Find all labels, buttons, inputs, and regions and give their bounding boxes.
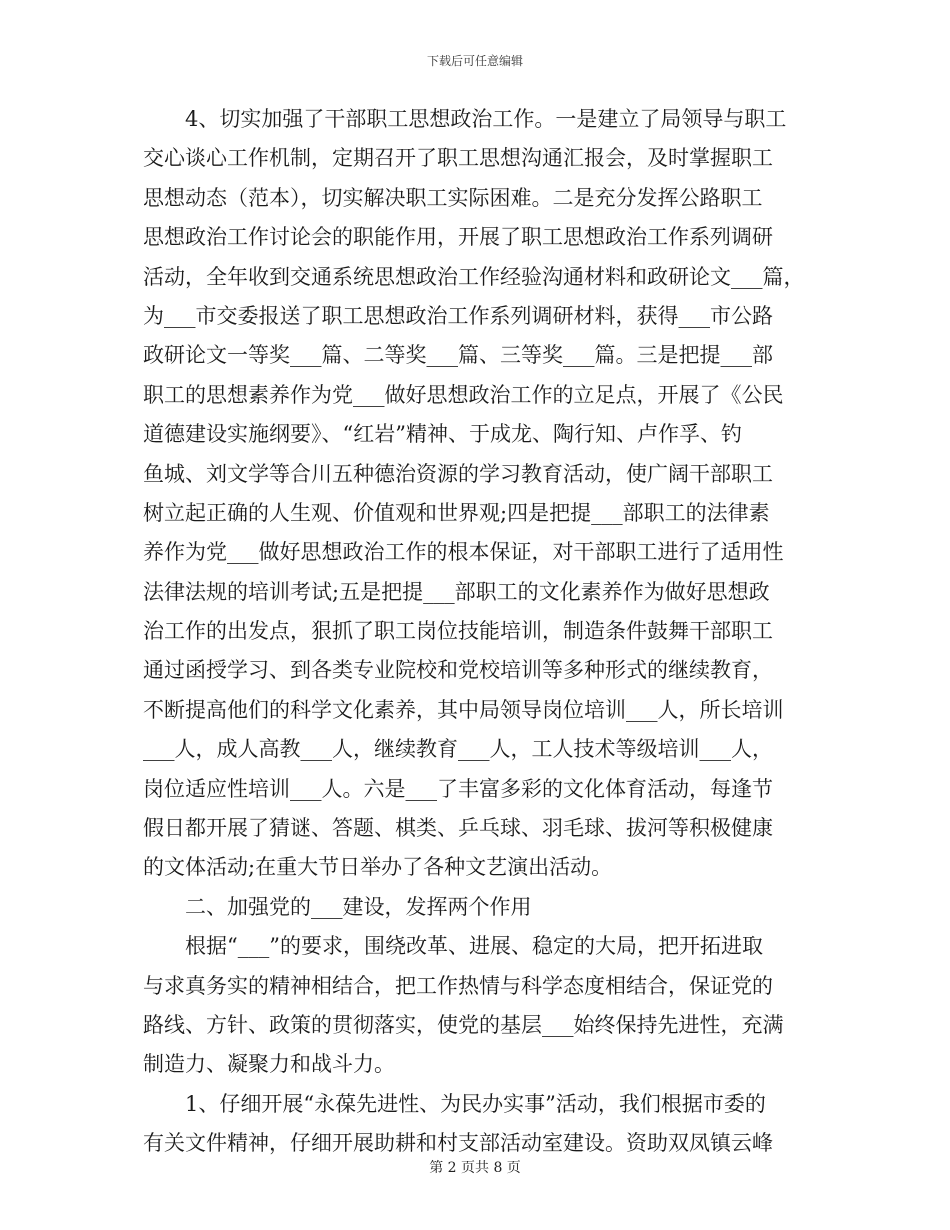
text-line: 不断提高他们的科学文化素养，其中局领导岗位培训___人，所长培训 — [143, 697, 784, 722]
text-line: 4、切实加强了干部职工思想政治工作。一是建立了局领导与职工 — [185, 107, 787, 131]
text-line: 活动，全年收到交通系统思想政治工作经验沟通材料和政研论文___篇， — [143, 264, 805, 289]
text-line: 1、仔细开展“永葆先进性、为民办实事”活动，我们根据市委的 — [185, 1091, 766, 1116]
text-line: 职工的思想素养作为党___做好思想政治工作的立足点，开展了《公民 — [143, 382, 784, 407]
text-line: 法律法规的培训考试;五是把提___部职工的文化素养作为做好思想政 — [143, 579, 770, 604]
text-line: 通过函授学习、到各类专业院校和党校培训等多种形式的继续教育， — [143, 658, 773, 683]
text-line: 交心谈心工作机制，定期召开了职工思想沟通汇报会，及时掌握职工 — [143, 146, 773, 171]
text-line: 岗位适应性培训___人。六是___了丰富多彩的文化体育活动，每逢节 — [143, 776, 773, 801]
text-line: 治工作的出发点，狠抓了职工岗位技能培训，制造条件鼓舞干部职工 — [143, 619, 773, 644]
text-line: 思想政治工作讨论会的职能作用，开展了职工思想政治工作系列调研 — [143, 225, 773, 250]
text-line: 思想动态（范本），切实解决职工实际困难。二是充分发挥公路职工 — [143, 185, 763, 210]
text-line: 路线、方针、政策的贯彻落实，使党的基层___始终保持先进性，充满 — [143, 1012, 784, 1037]
text-line: 树立起正确的人生观、价值观和世界观;四是把提___部职工的法律素 — [143, 500, 770, 525]
text-line: 政研论文一等奖___篇、二等奖___篇、三等奖___篇。三是把提___部 — [143, 343, 773, 368]
text-line: 与求真务实的精神相结合，把工作热情与科学态度相结合，保证党的 — [143, 973, 773, 998]
text-line: 为___市交委报送了职工思想政治工作系列调研材料，获得___市公路 — [143, 303, 773, 328]
document-body — [143, 100, 815, 1164]
text-line: 根据“___”的要求，围绕改革、进展、稳定的大局，把开拓进取 — [185, 934, 763, 959]
text-line: 鱼城、刘文学等合川五种德治资源的学习教育活动，使广阔干部职工 — [143, 461, 773, 486]
page-header: 下载后可任意编辑 — [426, 54, 523, 68]
text-line: 假日都开展了猜谜、答题、棋类、乒乓球、羽毛球、拔河等积极健康 — [143, 816, 773, 841]
text-line: 制造力、凝聚力和战斗力。 — [143, 1052, 395, 1077]
text-line: 有关文件精神，仔细开展助耕和村支部活动室建设。资助双凤镇云峰 — [143, 1131, 773, 1156]
text-line: ___人，成人高教___人，继续教育___人，工人技术等级培训___人， — [143, 737, 773, 762]
text-line: 养作为党___做好思想政治工作的根本保证，对干部职工进行了适用性 — [143, 540, 784, 565]
section-heading: 二、加强党的___建设，发挥两个作用 — [185, 894, 532, 919]
text-line: 道德建设实施纲要》、“红岩”精神、于成龙、陶行知、卢作孚、钓 — [143, 422, 742, 447]
text-line: 的文体活动;在重大节日举办了各种文艺演出活动。 — [143, 855, 613, 880]
page-number: 第 2 页共 8 页 — [429, 1160, 521, 1176]
